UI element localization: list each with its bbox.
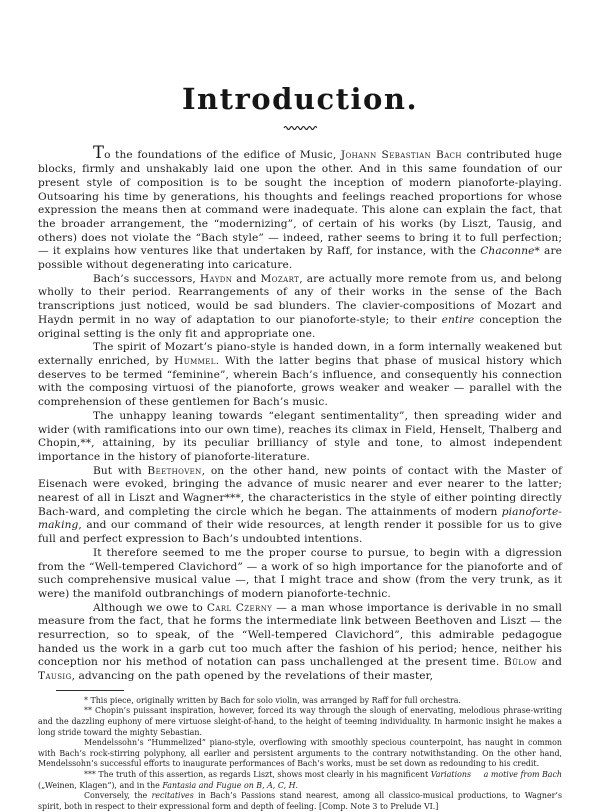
text-segment: Carl Czerny [206,601,273,614]
text-segment: in Bach’s Passions stand nearest, among all classico-musical productions, to Wagner’s spirit, both in respect to their expressional form and depth of feeling. [Comp. Note 3 to Prelude VI.] [38,791,562,811]
text-segment: . With the latter begins that phase of musical history which deserves to be termed “feminine”, wherein Bach’s influence, and consequently his connection with the composing virtuosi of the pianoforte, grows weaker and weaker — parallel with the comprehension of these gentlemen for Bach’s music. [38,354,562,409]
footnote [38,696,562,707]
footnotes [38,696,562,812]
page-title: Introduction. [181,82,419,116]
paragraph [38,143,563,272]
text-segment: — a man whose importance is derivable in no small measure from the fact, that he forms the intermediate link between Beethoven and Liszt — the resurrection, so to speak, of the “Well-tempered Clavichord”, this admirable pedagogue handed us the work in a garb cut too much after the fashion of his period; hence, neither his conception nor his method of notation can pass unchallenged at the present time. [38,601,562,669]
text-segment: Fantasia and Fugue on B, A, C, H. [162,780,298,790]
text-segment: The spirit of Mozart’s piano-style is handed down, in a form internally weakened but externally enriched, by [38,341,562,367]
text-segment: Mozart [260,272,300,285]
text-segment: entire [441,313,475,326]
text-segment: a motive from Bach [483,770,562,780]
footnote [38,706,562,738]
text-segment: But with [93,464,148,477]
text-segment: Johann Sebastian Bach [340,149,462,162]
text-segment: o the foundations of the edifice of Music, [104,149,341,162]
text-segment: contributed huge blocks, firmly and unshakably laid one upon the other. And in this same foundation of our present style of composition is to be sought the inception of modern pianoforte-playing. Outsoaring his time by generations, his thoughts and feelings reached proportions for whose expression the means then at command were inadequate. This alone can explain the fact, that the broader arrangement, the “modernizing”, of certain of his works (by Liszt, Tausig, and others) does not violate the “Bach style” — indeed, rather seems to bring it to full perfection; — it explains how ventures like that undertaken by Raff, for instance, with the [38,149,563,258]
text-segment: pianoforte-making [38,505,562,532]
paragraph [38,410,562,465]
text-segment: Chaconne [480,245,535,258]
text-segment: , on the other hand, new points of contact with the Master of Eisenach were evoked, bringing the advance of music nearer and ever nearer to the latter; nearest of all in Liszt and Wagner***, the characteristics in the style of either pointing directly Bach-ward, and completing the circle which he began. The attainments of modern [38,464,562,518]
text-segment: , advancing on the path opened by the revelations of their master, [71,670,434,683]
footnote [38,791,562,812]
text-segment: Haydn [199,272,233,285]
text-segment: Beethoven [147,464,202,477]
text-segment: * are possible without degenerating into caricature. [38,245,562,272]
squiggle-rule-icon [283,123,317,131]
paragraph [38,273,562,342]
footnote-separator [56,690,124,691]
text-segment: The unhappy leaning towards “elegant sentimentality”, then spreading wider and wider (with ramifications into our own time), reaches its climax in Field, Henselt, Thalberg and Chopin,**, attaining, by its peculiar brilliancy of style and tone, to almost independent importance in the history of pianoforte-literature. [38,409,562,463]
text-segment: conception the original setting is the only fit and appropriate one. [38,313,562,340]
text-segment: It therefore seemed to me the proper course to pursue, to begin with a digression from the “Well-tempered Clavichord” — a work of so high importance for the pianoforte and of such comprehensive musical value —, that I might trace and show (from the very trunk, as it were) the manifold outbranchings of modern pianoforte-technic. [38,546,562,600]
paragraph [38,465,562,547]
paragraph [38,547,562,602]
text-segment: Although we owe to [93,601,207,614]
text-segment: , are actually more remote from us, and belong wholly to their period. Rearrangements of any of their works in the sense of the Bach transcriptions just noticed, would be sad blunders. The clavier-compositions of Mozart and Haydn permit in no way of adaptation to our pianoforte-style; to their [38,272,562,326]
text-segment: Conversely, the [84,791,152,801]
text-segment: ** Chopin’s puissant inspiration, however, forced its way through the slough of enervating, melodious phrase-writing and the dazzling euphony of mere virtuose sleight-of-hand, to the height of teeming individuality. In harmonic insight he makes a long stride toward the mighty Sebastian. [38,706,562,737]
text-segment: Variations [430,770,471,780]
footnote [38,770,562,791]
text-segment: Bach’s successors, [93,272,200,285]
paragraph [38,602,562,684]
text-segment: and [537,656,562,669]
title-ornament [38,123,562,133]
text-segment: Tausig [38,670,72,683]
text-segment: T [93,143,105,163]
text-segment: Mendelssohn’s “Hummelized” piano-style, overflowing with smoothly specious counterpoint, has naught in common with Bach’s rock-stirring polyphony, all earlier and persistent arguments to the contrary notwithstanding. On the other hand, Mendelssohn’s successful efforts to inaugurate performances of Bach’s works, must be set down as redounding to his credit. [38,738,562,769]
text-segment: Hummel [174,354,216,367]
text-segment: Bülow [503,656,538,669]
footnote [38,738,562,770]
text-segment: , and our command of their wide resources, at length render it possible for us to give full and perfect expression to Bach’s undoubted intentions. [38,519,562,546]
body-text [38,143,563,683]
text-segment: * This piece, originally written by Bach for solo violin, was arranged by Raff for full orchestra. [84,695,461,705]
text-segment: *** The truth of this assertion, as regards Liszt, shows most clearly in his magnificent [84,770,431,780]
text-segment: and [232,272,261,285]
text-segment: recitatives [151,791,194,801]
paragraph [38,341,562,410]
text-segment: („Weinen, Klagen“), and in the [38,780,163,790]
